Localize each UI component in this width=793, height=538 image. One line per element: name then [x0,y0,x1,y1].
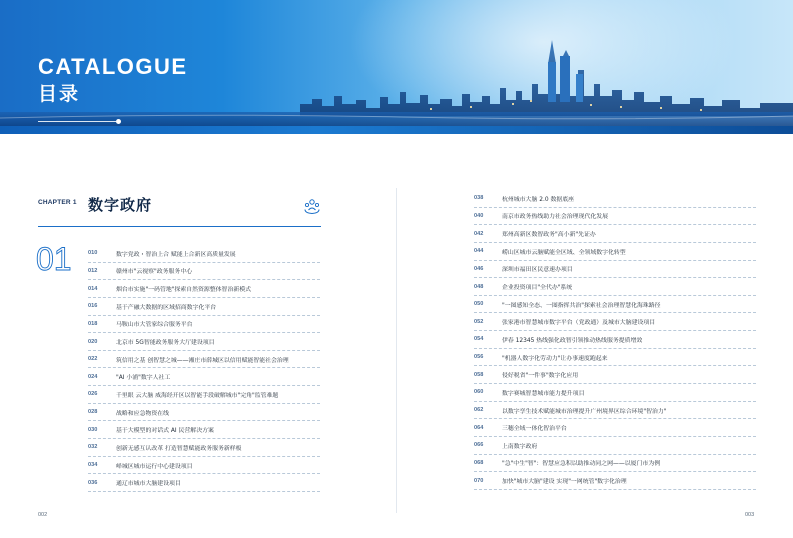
toc-entry-page: 054 [474,336,484,343]
chapter-rule [38,226,321,227]
toc-entry[interactable] [474,296,756,314]
toc-entry-title: "AI 小浦"数字人社工 [116,375,171,382]
toc-entry[interactable] [474,419,756,437]
toc-entry[interactable] [88,439,320,457]
toc-entry-page: 064 [474,424,484,431]
page-number-right: 003 [745,512,755,518]
toc-entry-title: 创新无感互认改革 打造智慧赋能政务服务新样板 [116,445,242,452]
toc-entry[interactable] [88,386,320,404]
toc-entry-page: 012 [88,267,98,274]
toc-entry-title: "一图感知全态、一图指挥共治"探索社会治理智慧化海珠路径 [502,302,661,309]
toc-entry-page: 036 [88,479,98,486]
toc-entry[interactable] [474,208,756,226]
toc-entry-page: 016 [88,303,98,310]
toc-entry-title: 烟台市实施"一码管地"探索自然资源整体智治新模式 [116,287,252,294]
toc-entry-title: 峄城区城市运行中心建设项目 [116,463,193,470]
toc-entry[interactable] [88,474,320,492]
toc-entry[interactable] [474,366,756,384]
toc-entry[interactable] [474,384,756,402]
page-number-left: 002 [38,512,48,518]
toc-entry-page: 068 [474,459,484,466]
toc-entry-page: 026 [88,391,98,398]
toc-entry[interactable] [88,368,320,386]
toc-entry-title: 深圳市福田区民意速办项目 [502,267,573,274]
toc-entry-title: 企业投资项目"全代办"系统 [502,285,573,292]
toc-entry-page: 024 [88,373,98,380]
toc-entry[interactable] [88,351,320,369]
banner-bottom-strip [0,126,793,134]
toc-entry[interactable] [474,243,756,261]
toc-entry[interactable] [474,261,756,279]
toc-entry-title: 基于大模型的对话式 AI 民营解决方案 [116,428,214,435]
toc-entry-title: 崂山区城市云脑赋能全区域、全领域数字化转型 [502,249,626,256]
toc-entry-title: 赣州市"云视察"政务服务中心 [116,269,193,276]
toc-entry-page: 020 [88,338,98,345]
toc-entry[interactable] [88,298,320,316]
toc-entry-title: 伊春 12345 热线强化政智引领推动热线服务提质增效 [502,337,643,344]
toc-entry[interactable] [474,472,756,490]
toc-entry-page: 028 [88,409,98,416]
toc-entry[interactable] [474,437,756,455]
toc-entry-page: 050 [474,301,484,308]
toc-entry-page: 040 [474,212,484,219]
toc-entry-title: 战略和应急物资在线 [116,410,170,417]
toc-entry-page: 070 [474,477,484,484]
toc-entry-title: 郑州高新区数智政务"高小新"先证办 [502,232,596,239]
toc-left-column [88,245,320,492]
toc-entry-page: 052 [474,318,484,325]
toc-entry-title: 张家港市智慧城市数字平台（党政通）及城市大脑建设项目 [502,320,656,327]
toc-entry-page: 038 [474,195,484,202]
toc-entry-title: 北京市 5G智能政务服务大厅建设项目 [116,340,215,347]
toc-entry[interactable] [88,333,320,351]
toc-entry-title: "机器人数字化劳动力"让办事速度跑起来 [502,355,608,362]
title-underline [38,121,116,122]
toc-entry-page: 014 [88,285,98,292]
toc-entry-title: 南京市政务热线助力社会治理现代化发展 [502,214,609,221]
toc-entry-page: 042 [474,230,484,237]
toc-entry[interactable] [474,190,756,208]
toc-entry-page: 044 [474,248,484,255]
header-banner [0,0,793,134]
chapter-number-text: 01 [36,241,72,276]
toc-entry-page: 022 [88,356,98,363]
toc-entry-title: 筑信用之基 创智慧之城——湘庄市薛城区以信用赋能智能社会治理 [116,357,289,364]
toc-entry-title: 通辽市城市大脑建设项目 [116,481,181,488]
toc-entry-title: 数字党政・智治上合 赋能上合新区高质量发展 [116,251,236,258]
toc-entry-page: 018 [88,320,98,327]
toc-entry[interactable] [474,402,756,420]
toc-entry[interactable] [474,313,756,331]
toc-entry-page: 062 [474,407,484,413]
column-divider [396,188,397,513]
toc-right-column [474,190,756,490]
toc-entry-page: 032 [88,444,98,451]
toc-entry-title: 基于产融大数据的区域招商数字化平台 [116,304,217,311]
toc-entry-page: 046 [474,265,484,272]
toc-entry-title: 加快"城市大脑"建设 实现"一网统管"数字化治理 [502,479,627,486]
toc-entry-title: 三穗全域一体化智治平台 [502,426,567,433]
catalogue-subtitle: 目录 [38,83,81,105]
catalogue-title: CATALOGUE [38,54,188,79]
toc-entry[interactable] [88,457,320,475]
toc-entry[interactable] [88,421,320,439]
toc-entry-page: 066 [474,442,484,449]
toc-entry-page: 030 [88,426,98,433]
toc-entry-page: 034 [88,462,98,468]
toc-entry-page: 056 [474,354,484,361]
toc-entry[interactable] [474,455,756,473]
toc-entry[interactable] [474,278,756,296]
chapter-number [36,240,72,276]
toc-entry-page: 058 [474,371,484,378]
toc-entry-title: 马鞍山市大管家综合服务平台 [116,322,193,329]
toc-entry-title: 数字赛城智慧城市能力提升项目 [502,390,585,397]
toc-entry-page: 060 [474,389,484,396]
toc-entry-title: 以数字孪生技术赋能城市治理提升广州境界区综合环境"智治力" [502,408,667,415]
toc-entry[interactable] [474,349,756,367]
chapter-title: 数字政府 [88,196,153,214]
toc-entry[interactable] [88,316,320,334]
toc-entry[interactable] [474,225,756,243]
toc-entry-page: 010 [88,250,98,257]
toc-entry-title: 上南数字政府 [502,443,538,450]
toc-entry-title: 杭州城市大脑 2.0 数据底座 [502,196,575,203]
toc-entry[interactable] [88,404,320,422]
toc-entry[interactable] [88,263,320,281]
toc-entry[interactable] [88,245,320,263]
chapter-label: CHAPTER 1 [38,199,77,206]
toc-entry-page: 048 [474,283,484,290]
toc-entry[interactable] [88,280,320,298]
toc-entry-title: 侵好税省"一件事"数字化应用 [502,373,579,380]
toc-entry[interactable] [474,331,756,349]
toc-entry-title: 千里眼 云大脑 威海经开区以智能手段破解城市"完角"监管难题 [116,392,279,399]
people-network-icon [303,197,321,215]
toc-entry-title: "急"中生"智"：智慧应急积以助推动同之网——以厦门市为例 [502,461,661,468]
